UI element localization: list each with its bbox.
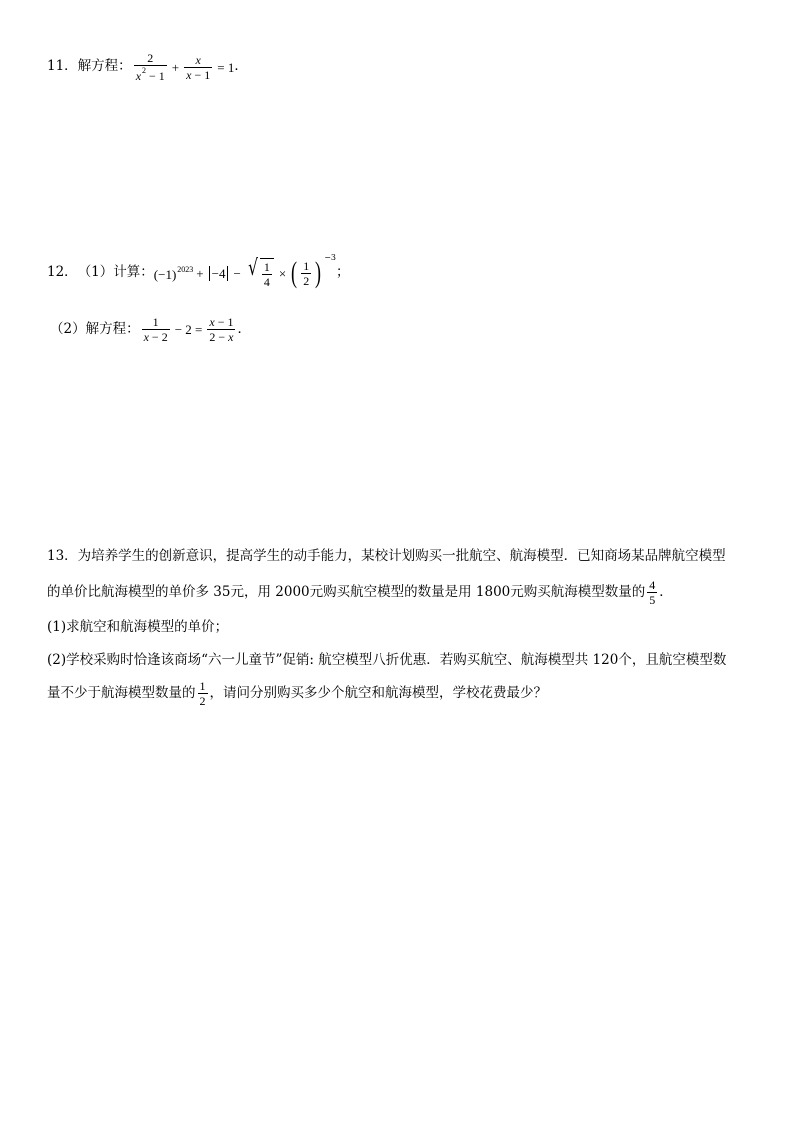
square-root-one-quarter: √ $\frac{1}{4}$	[246, 258, 274, 288]
question-11-number: 11．	[47, 58, 78, 75]
question-13-sub-2-line-1: (2)学校采购时恰逢该商场“六一儿童节”促销: 航空模型八折优惠．若购买航空、航海模型共 120个，且航空模型数	[47, 652, 727, 668]
question-13-line-1: 13．为培养学生的创新意识，提高学生的动手能力，某校计划购买一批航空、航海模型．已知商场某品牌航空模型	[47, 548, 726, 564]
times-sign: ×	[278, 265, 287, 281]
fraction-x-over-x-minus-1: $\frac{x}{x - 1}$	[186, 52, 211, 82]
plus-sign: +	[171, 59, 180, 75]
question-13-sub-2-line-2: 量不少于航海模型数量的 $\frac{1}{2}$ ，请问分别购买多少个航空和航海模型，学校花费最少？	[47, 679, 547, 708]
exponent-neg-3: −3	[324, 253, 336, 262]
question-12-part-2-label: （2）解方程：	[50, 320, 140, 337]
question-12-part-2-end: ．	[237, 320, 251, 337]
minus-two-equals: − 2 =	[174, 322, 203, 337]
question-12-part-2	[50, 316, 251, 343]
fraction-one-half: $\frac{1}{2}$	[199, 679, 206, 708]
plus-sign: +	[196, 265, 204, 281]
question-13-line-2: 的单价比航海模型的单价多 35元，用 2000元购买航空模型的数量是用 1800元购买航海模型数量的 $\frac{4}{5}$ ．	[47, 578, 673, 607]
question-12-part-1-label: （1）计算：	[77, 264, 154, 281]
absolute-value: −4	[207, 266, 231, 281]
question-12-number: 12．	[47, 264, 78, 281]
question-12-part-1-end: ；	[335, 264, 350, 281]
question-12-part-1: 12． （1）计算： $(-1)^{2023}$ + −4 − √ $\frac{1}{4}$ × ( $\frac{1}{2}$ ) $^{-3}$ ；	[47, 253, 350, 289]
question-11-end: ．	[234, 58, 248, 75]
minus-sign: −	[233, 265, 241, 281]
fraction-four-fifths: $\frac{4}{5}$	[649, 578, 656, 607]
fraction-2-over-x2-minus-1: $\frac{2}{x^2 - 1}$	[135, 51, 165, 83]
equals-one: = 1	[217, 59, 235, 75]
fraction-1-over-x-minus-2: $\frac{1}{x - 2}$	[143, 315, 168, 344]
neg-one-power: $(-1)^{2023}$	[153, 264, 194, 282]
question-13-sub-1: (1)求航空和航海模型的单价；	[47, 619, 229, 635]
fraction-x-minus-1-over-2-minus-x: $\frac{x - 1}{2 - x}$	[209, 315, 234, 344]
question-11	[47, 52, 248, 82]
fraction-one-half: $\frac{1}{2}$	[303, 258, 310, 288]
question-11-prompt: 解方程：	[77, 58, 132, 75]
